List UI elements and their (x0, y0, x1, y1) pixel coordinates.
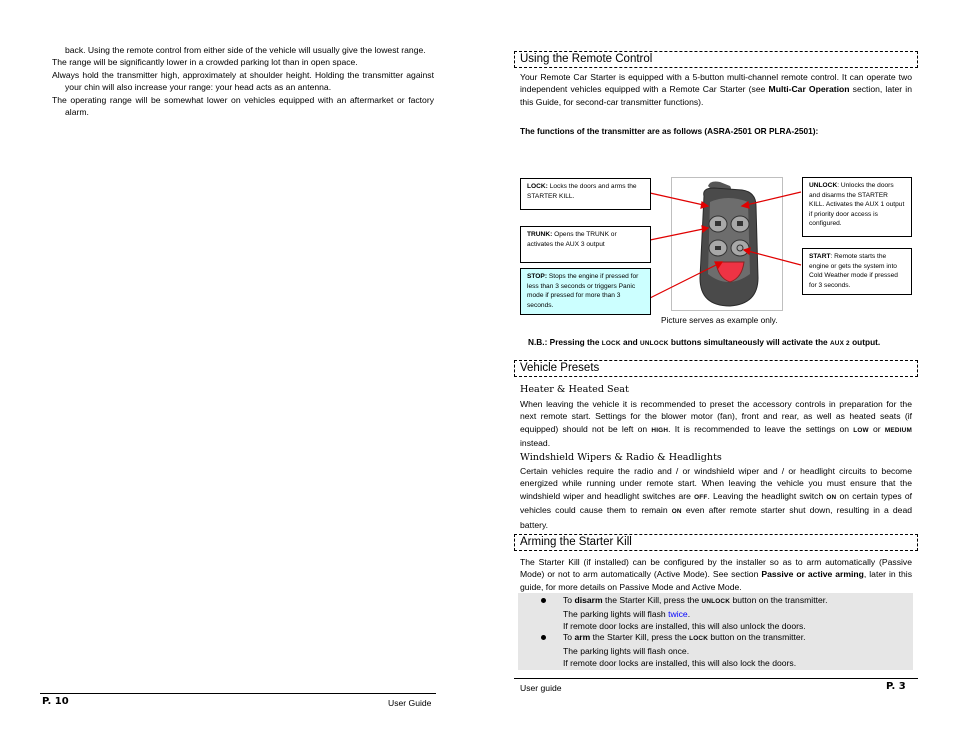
wipers-paragraph (520, 465, 912, 531)
range-para-1: back. Using the remote control from either side of the vehicle will usually give the lowest range. (65, 45, 426, 55)
section-heading-kill-text: Arming the Starter Kill (520, 536, 632, 548)
section-heading-presets (514, 360, 918, 377)
arm-text-b: the Starter Kill, press the (590, 632, 690, 642)
nb-text-b: and (620, 337, 641, 347)
callout-lock-text: Locks the doors and arms the STARTER KILL. (527, 183, 637, 200)
subheading-wipers: Windshield Wipers & Radio & Headlights (520, 452, 722, 463)
left-page-number: P. 10 (42, 696, 69, 707)
off-word: OFF (694, 493, 708, 501)
right-footer-rule (514, 678, 918, 679)
wipers-text-b: . Leaving the headlight switch (707, 490, 827, 501)
multi-car-reference: Multi-Car Operation (768, 84, 850, 95)
heater-text-a: When leaving the vehicle it is recommended to preset the accessory controls in preparation for the next remote start. Settings for the blower motor (fan), front and rear, as well as heated seats (if equipped) should not be left on (520, 399, 912, 434)
bullet-dot-1 (541, 598, 546, 603)
range-para-2: The range will be significantly lower in a crowded parking lot than in open space. (52, 57, 358, 68)
section-heading-kill (514, 534, 918, 551)
arm-line-1 (563, 631, 908, 645)
nb-text-a: N.B.: Pressing the (528, 337, 602, 347)
callout-stop-label: STOP: (527, 273, 548, 280)
disarm-text-c: button on the transmitter. (730, 595, 828, 605)
heater-text-c: or (868, 423, 885, 434)
stop-pointer (650, 262, 722, 298)
heater-text-b: . It is recommended to leave the settings on (668, 423, 854, 434)
right-footer-label: User guide (520, 683, 562, 693)
arm-word: arm (574, 632, 591, 642)
nb-note (528, 336, 912, 350)
arm-text-c: button on the transmitter. (708, 632, 806, 642)
section-heading-remote-text: Using the Remote Control (520, 53, 653, 65)
low-word: LOW (853, 426, 869, 434)
start-pointer (744, 250, 801, 265)
arm-lock-word: LOCK (689, 635, 709, 642)
disarm-line-2 (563, 608, 908, 620)
callout-unlock (802, 177, 912, 237)
disarm-flash-end: . (687, 609, 691, 619)
disarm-line-1 (563, 594, 908, 608)
callout-stop-text: Stops the engine if pressed for less than 3 seconds or triggers Panic mode if pressed for more than 3 seconds. (527, 273, 639, 309)
callout-trunk-text: Opens the TRUNK or activates the AUX 3 output (527, 231, 617, 248)
heater-text-d: instead. (520, 438, 551, 449)
kill-paragraph (520, 556, 912, 593)
callout-lock (520, 178, 651, 210)
subheading-heater: Heater & Heated Seat (520, 384, 629, 395)
on-word-1: ON (826, 493, 837, 501)
nb-text-c: buttons simultaneously will activate the (668, 337, 830, 347)
arm-text-a: To (563, 632, 575, 642)
remote-intro-text-b: section, later in this Guide, for second-car transmitter functions). (520, 84, 912, 107)
kill-text-a: The Starter Kill (if installed) can be configured by the installer so as to arm automatically (Passive Mode) or not to arm automatically (Active Mode). See section (520, 557, 912, 580)
nb-text-d: output. (849, 337, 881, 347)
callout-trunk (520, 226, 651, 263)
disarm-text-b: the Starter Kill, press the (602, 595, 702, 605)
callout-start-label: START (809, 253, 831, 260)
wipers-text-d: even after remote starter shut down, resulting in a dead battery. (520, 505, 913, 530)
wipers-text-c: on certain types of vehicles could cause them to remain (520, 490, 912, 516)
twice-link[interactable]: twice (668, 609, 688, 619)
callout-start-text: : Remote starts the engine or gets the system into Cold Weather mode if pressed for 3 seconds. (809, 253, 898, 289)
trunk-pointer (650, 228, 708, 240)
remote-intro-text-a: Your Remote Car Starter is equipped with a 5-button multi-channel remote control. It can operate two independent vehicles equipped with a Remote Car Starter (see (520, 72, 912, 95)
high-word: HIGH (651, 426, 669, 434)
range-para-4: The operating range will be somewhat lower on vehicles equipped with an aftermarket or factory alarm. (52, 94, 434, 118)
unlock-pointer (742, 192, 801, 206)
disarm-bullet (538, 594, 908, 632)
left-footer-label: User Guide (388, 698, 432, 708)
nb-aux-word: AUX 2 (829, 340, 850, 347)
disarm-line-3: If remote door locks are installed, this will also unlock the doors. (563, 621, 806, 631)
passive-active-reference: Passive or active arming (761, 569, 864, 580)
medium-word: MEDIUM (884, 426, 913, 434)
disarm-word: disarm (574, 595, 603, 605)
range-para-3: Always hold the transmitter high, approximately at shoulder height. Holding the transmitter against your chin will also increase your range: your head acts as an antenna. (52, 69, 434, 93)
heater-paragraph (520, 398, 912, 450)
picture-caption: Picture serves as example only. (661, 315, 778, 325)
callout-unlock-label: UNLOCK (809, 182, 838, 189)
arm-line-3: If remote door locks are installed, this will also lock the doors. (563, 658, 797, 668)
nb-lock-word: LOCK (601, 340, 621, 347)
callout-stop (520, 268, 651, 315)
callout-start (802, 248, 912, 295)
disarm-flash-text: The parking lights will flash (563, 609, 669, 619)
bullet-dot-2 (541, 635, 546, 640)
disarm-text-a: To (563, 595, 575, 605)
callout-unlock-text: : Unlocks the doors and disarms the STARTER KILL. Activates the AUX 1 output if priority door access is configured. (809, 182, 905, 228)
callout-lock-label: LOCK: (527, 183, 548, 190)
functions-heading: The functions of the transmitter are as follows (ASRA-2501 OR PLRA-2501): (520, 126, 819, 136)
callout-trunk-label: TRUNK: (527, 231, 553, 238)
on-word-2: ON (671, 508, 682, 516)
wipers-text-a: Certain vehicles require the radio and / or windshield wiper and / or headlight circuits to become energized while running under remote start. When leaving the vehicle you must ensure that the windshield wiper and headlight switches are (520, 466, 912, 501)
arm-bullet (538, 631, 908, 669)
lock-pointer (650, 193, 708, 206)
section-heading-presets-text: Vehicle Presets (520, 362, 600, 374)
disarm-unlock-word: UNLOCK (701, 598, 731, 605)
kill-text-b: , later in this guide, for more details on Passive Mode and Active Mode. (520, 569, 912, 592)
nb-unlock-word: UNLOCK (640, 340, 669, 347)
arm-line-2: The parking lights will flash once. (563, 646, 690, 656)
right-page-number: P. 3 (886, 681, 906, 692)
